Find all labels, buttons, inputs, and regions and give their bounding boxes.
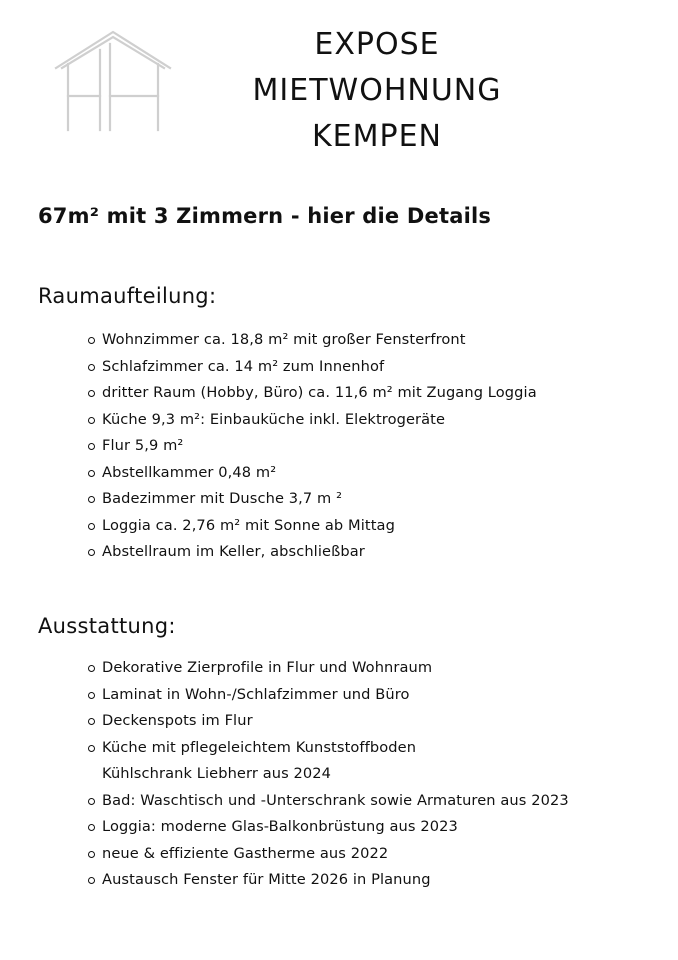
list-item: Badezimmer mit Dusche 3,7 m ² — [88, 486, 537, 513]
bullet-icon — [88, 364, 95, 371]
bullet-icon — [88, 337, 95, 344]
list-item: Abstellraum im Keller, abschließbar — [88, 539, 537, 566]
equipment-list — [88, 655, 569, 894]
list-item: Abstellkammer 0,48 m² — [88, 460, 537, 487]
bullet-icon — [88, 665, 95, 672]
list-item: neue & effiziente Gastherme aus 2022 — [88, 841, 569, 868]
bullet-icon — [88, 470, 95, 477]
bullet-icon — [88, 877, 95, 884]
title-line-3: KEMPEN — [312, 119, 442, 154]
house-outline-icon — [52, 28, 174, 134]
list-item: Loggia: moderne Glas-Balkonbrüstung aus 2023 — [88, 814, 569, 841]
bullet-icon — [88, 718, 95, 725]
list-item: Laminat in Wohn-/Schlafzimmer und Büro — [88, 682, 569, 709]
list-item: Schlafzimmer ca. 14 m² zum Innenhof — [88, 354, 537, 381]
list-item: Wohnzimmer ca. 18,8 m² mit großer Fensterfront — [88, 327, 537, 354]
list-item: Küche mit pflegeleichtem Kunststoffboden Kühlschrank Liebherr aus 2024 — [88, 735, 569, 788]
bullet-icon — [88, 798, 95, 805]
bullet-icon — [88, 417, 95, 424]
page-title — [200, 22, 554, 160]
bullet-icon — [88, 692, 95, 699]
list-item: Austausch Fenster für Mitte 2026 in Planung — [88, 867, 569, 894]
bullet-icon — [88, 523, 95, 530]
bullet-icon — [88, 745, 95, 752]
list-item: dritter Raum (Hobby, Büro) ca. 11,6 m² mit Zugang Loggia — [88, 380, 537, 407]
list-item: Loggia ca. 2,76 m² mit Sonne ab Mittag — [88, 513, 537, 540]
bullet-icon — [88, 824, 95, 831]
room-list — [88, 327, 537, 566]
section-heading-raumaufteilung: Raumaufteilung: — [38, 284, 217, 308]
list-item: Küche 9,3 m²: Einbauküche inkl. Elektrogeräte — [88, 407, 537, 434]
title-line-1: EXPOSE — [314, 27, 440, 62]
bullet-icon — [88, 496, 95, 503]
title-line-2: MIETWOHNUNG — [252, 73, 502, 108]
list-item: Flur 5,9 m² — [88, 433, 537, 460]
subtitle: 67m² mit 3 Zimmern - hier die Details — [38, 204, 492, 228]
list-item-continuation: Kühlschrank Liebherr aus 2024 — [102, 765, 332, 782]
bullet-icon — [88, 851, 95, 858]
bullet-icon — [88, 390, 95, 397]
bullet-icon — [88, 443, 95, 450]
section-heading-ausstattung: Ausstattung: — [38, 614, 176, 638]
list-item: Bad: Waschtisch und -Unterschrank sowie Armaturen aus 2023 — [88, 788, 569, 815]
list-item: Dekorative Zierprofile in Flur und Wohnraum — [88, 655, 569, 682]
bullet-icon — [88, 549, 95, 556]
list-item: Deckenspots im Flur — [88, 708, 569, 735]
